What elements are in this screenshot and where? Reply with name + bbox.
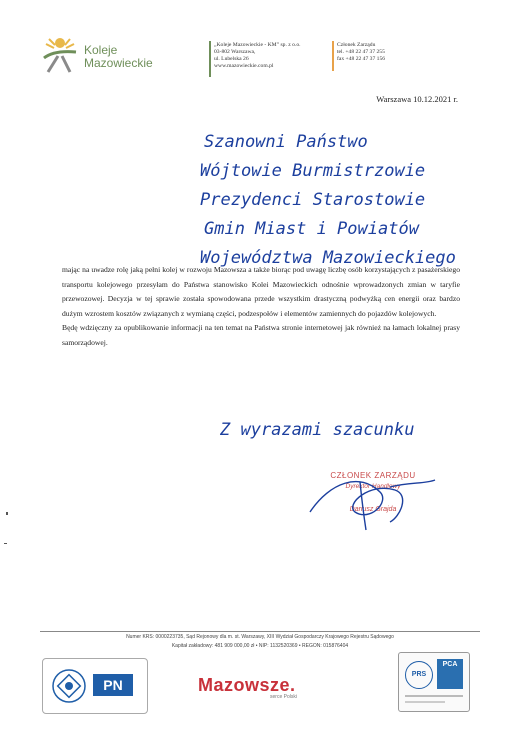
footer-divider <box>40 631 480 632</box>
cert-badges <box>398 652 470 712</box>
signature-icon <box>300 462 440 532</box>
margin-mark <box>6 512 8 515</box>
margin-mark <box>4 543 7 544</box>
company-address: „Koleje Mazowieckie - KM” sp. z o.o. 03-802 Warszawa, ul. Lubelska 26 www.mazowieckie.com.pl <box>214 42 301 69</box>
salutation-line: Prezydenci Starostowie <box>200 190 426 210</box>
railway-network-icon <box>51 668 87 704</box>
prs-badge: PRS <box>405 661 433 689</box>
orange-divider <box>332 41 334 71</box>
body-paragraph-2: Będę wdzięczny za opublikowanie informacji na ten temat na Państwa stronie internetowej jak również na łamach lokalnej prasy samorządowej. <box>62 323 460 347</box>
footer-registry: Numer KRS: 0000223735, Sąd Rejonowy dla m. st. Warszawy, XIII Wydział Gospodarczy Krajowego Rejestru Sądowego Kapitał zakładowy: 481 909 000,00 zł • NIP: 1132520369 • REGON: 015876404 <box>126 634 394 649</box>
pca-badge: PCA <box>437 659 463 689</box>
pn-logo: PN <box>93 674 133 696</box>
salutation-line: Województwa Mazowieckiego <box>200 248 456 268</box>
letter-body <box>62 263 460 351</box>
green-divider <box>209 41 211 77</box>
handwritten-salutation <box>200 128 456 273</box>
body-paragraph-1: mając na uwadze rolę jaką pełni kolej w rozwoju Mazowsza a także biorąc pod uwagę liczbę osób korzystających z pasażerskiego transportu kolejowego przesyłam do Państwa stanowisko Kolei Mazowieckich odnośnie wprowadzonych zmian w taryfie przewozowej. Decyzja w tej sprawie została spowodowana przede wszystkim drastyczną podwyżką cen energii oraz bardzo dużym wzrostem kosztów związanych z wymianą części, podzespołów i elementów zamiennych do pojazdów kolejowych. <box>62 265 460 318</box>
logo <box>40 34 160 76</box>
koleje-logo-icon <box>40 34 80 74</box>
logo-line1: Koleje <box>84 43 118 57</box>
bottom-left-logos <box>42 658 148 714</box>
cert-fine-print <box>405 701 445 703</box>
handwritten-closing: Z wyrazami szacunku <box>220 420 415 440</box>
mazowsze-logo: Mazowsze. serce Polski <box>198 675 297 700</box>
letter-date: Warszawa 10.12.2021 r. <box>376 94 458 104</box>
salutation-line: Wójtowie Burmistrzowie <box>200 161 426 181</box>
salutation-line: Gmin Miast i Powiatów <box>204 219 419 239</box>
salutation-line: Szanowni Państwo <box>204 132 368 152</box>
board-contact: Członek Zarządu tel. +48 22 47 37 255 fax +48 22 47 37 156 <box>337 42 386 62</box>
cert-fine-print <box>405 695 463 697</box>
signature-stamp: CZŁONEK ZARZĄDU Dyrektor Handlowy Dariusz Grajda <box>330 471 416 513</box>
logo-line2: Mazowieckie <box>84 56 153 70</box>
